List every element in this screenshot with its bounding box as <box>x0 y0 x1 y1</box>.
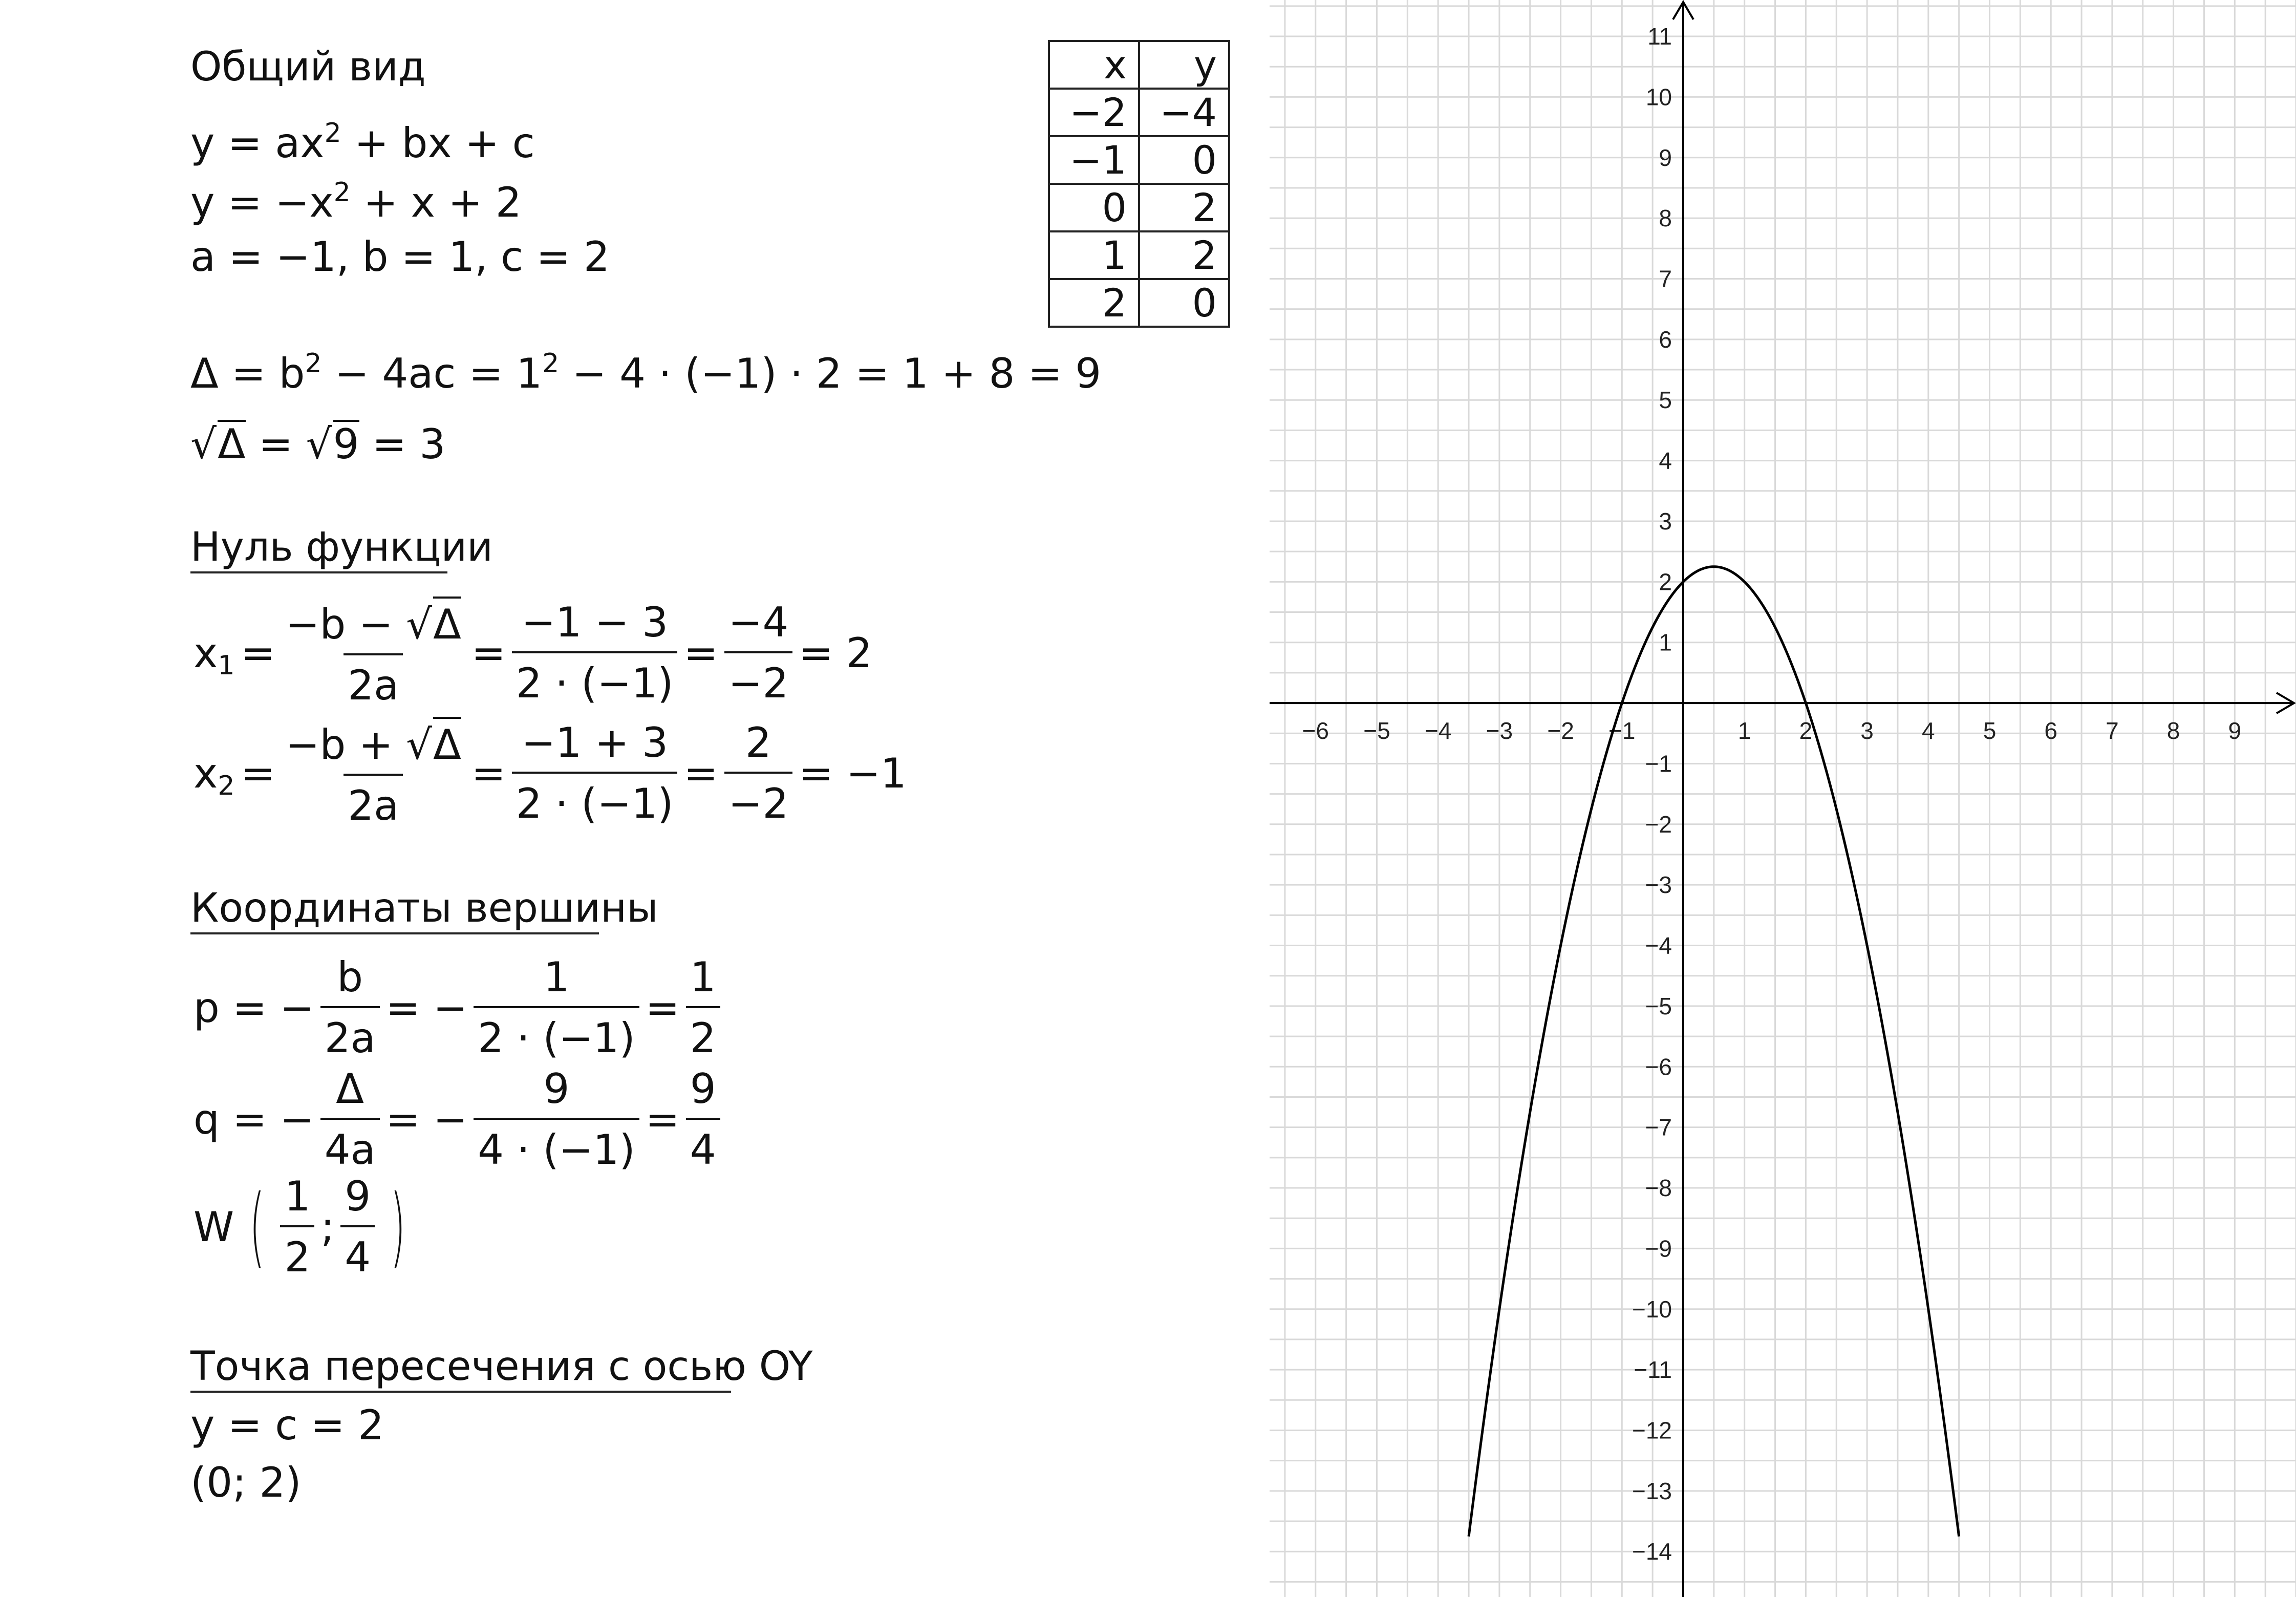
table-row <box>1049 184 1229 231</box>
section-vertex-heading: Координаты вершины <box>190 885 658 931</box>
p-f3-den: 2 <box>686 1006 720 1062</box>
p-mid: = − <box>385 984 468 1032</box>
x-tick-label: 9 <box>2228 717 2242 744</box>
x-tick-label: 2 <box>1799 717 1813 744</box>
x1-fraction-3-den: −2 <box>724 651 793 707</box>
y-tick-label: −13 <box>1632 1477 1672 1504</box>
x-tick-label: 5 <box>1983 717 1997 744</box>
x-tick-label: 3 <box>1860 717 1874 744</box>
x1-fraction-1 <box>281 597 465 709</box>
x-tick-label: 6 <box>2044 717 2057 744</box>
parabola-plot <box>1270 0 2296 1597</box>
x-tick-label: −6 <box>1302 717 1329 744</box>
y-tick-label: 5 <box>1659 387 1672 414</box>
y-tick-label: 10 <box>1645 83 1672 111</box>
discriminant-text-b: − 4ac = 1 <box>321 350 543 397</box>
x1-f1-num-b: Δ <box>433 597 461 648</box>
y-tick-label: −6 <box>1645 1053 1672 1080</box>
table-row <box>1049 136 1229 184</box>
table-row <box>1049 89 1229 136</box>
sqrt-eq: = √ <box>245 420 332 468</box>
x1-equation <box>190 597 875 709</box>
discriminant-exp-1: 2 <box>305 348 322 379</box>
x2-fraction-3 <box>724 719 793 827</box>
general-formula-line <box>190 118 535 167</box>
x2-eq2: = <box>471 749 506 797</box>
x1-fraction-3-num: −4 <box>728 599 789 646</box>
p-eq: = <box>645 984 680 1032</box>
table-cell-y: 2 <box>1139 231 1229 279</box>
vertex-y-num: 9 <box>345 1173 371 1220</box>
sqrt-radicand-9: 9 <box>333 420 359 468</box>
section-oy-heading: Точка пересечения с осью OY <box>190 1344 813 1390</box>
y-tick-label: −11 <box>1634 1356 1672 1383</box>
x-tick-label: −4 <box>1424 717 1452 744</box>
p-fraction-3 <box>686 953 720 1062</box>
p-f1-den: 2a <box>320 1006 380 1062</box>
q-f2-den: 4 · (−1) <box>474 1118 639 1174</box>
discriminant-line <box>190 348 1102 397</box>
x2-eq3: = <box>683 749 718 797</box>
x-tick-label: 1 <box>1737 717 1751 744</box>
table-header-row <box>1049 41 1229 89</box>
y-tick-label: −3 <box>1645 871 1672 899</box>
q-f3-den: 4 <box>686 1118 720 1174</box>
x1-f1-num-a: −b − √ <box>285 601 433 648</box>
section-general-heading: Общий вид <box>190 44 426 90</box>
x2-result: = −1 <box>799 749 907 797</box>
table-cell-x: 0 <box>1049 184 1139 231</box>
sqrt-result: = 3 <box>359 420 446 468</box>
p-fraction-1 <box>320 953 380 1062</box>
y-tick-label: 6 <box>1659 326 1672 353</box>
x-tick-label: −3 <box>1486 717 1513 744</box>
p-lhs: p = − <box>194 984 314 1032</box>
x1-fraction-2-den: 2 · (−1) <box>512 651 678 707</box>
given-function-line <box>190 177 522 226</box>
x1-var: x <box>194 629 218 677</box>
y-tick-label: −7 <box>1645 1114 1672 1141</box>
table-cell-y: 0 <box>1139 279 1229 327</box>
p-fraction-2 <box>474 953 639 1062</box>
given-function-rest: + x + 2 <box>350 179 522 226</box>
y-tick-label: −1 <box>1645 750 1672 777</box>
table-cell-y: 2 <box>1139 184 1229 231</box>
y-tick-label: −5 <box>1645 992 1672 1019</box>
x-tick-label: −5 <box>1363 717 1390 744</box>
x2-fraction-2-num: −1 + 3 <box>521 719 669 766</box>
q-fraction-1 <box>320 1065 380 1174</box>
oy-heading-underline <box>190 1391 731 1393</box>
section-zeros-heading: Нуль функции <box>190 524 493 570</box>
x2-fraction-1-den: 2a <box>344 774 403 829</box>
x-tick-label: 4 <box>1921 717 1935 744</box>
p-f3-num: 1 <box>690 953 716 1001</box>
x2-fraction-1-num <box>281 717 465 774</box>
coefficients-line: a = −1, b = 1, c = 2 <box>190 233 610 281</box>
q-eq: = <box>645 1095 680 1143</box>
q-f1-den: 4a <box>320 1118 380 1174</box>
x2-f1-num-b: Δ <box>433 717 461 769</box>
q-equation <box>190 1065 723 1174</box>
table-row <box>1049 231 1229 279</box>
discriminant-text-c: − 4 · (−1) · 2 = 1 + 8 = 9 <box>559 350 1102 397</box>
x1-fraction-2-num: −1 − 3 <box>521 599 669 646</box>
plot-axes <box>1270 2 2294 1597</box>
table-header-x: x <box>1049 41 1139 89</box>
oy-point-line: (0; 2) <box>190 1459 302 1506</box>
x-tick-label: 7 <box>2106 717 2119 744</box>
vertex-fraction-x <box>280 1173 314 1281</box>
vertex-x-den: 2 <box>280 1225 314 1281</box>
table-row <box>1049 279 1229 327</box>
y-tick-label: 3 <box>1659 507 1672 535</box>
vertex-close-paren: ) <box>390 1176 406 1277</box>
general-formula-exponent: 2 <box>324 118 341 148</box>
x1-fraction-3 <box>724 599 793 707</box>
x1-fraction-2 <box>512 599 678 707</box>
x2-f1-num-a: −b + √ <box>285 721 433 769</box>
y-tick-label: −10 <box>1632 1295 1672 1323</box>
q-mid: = − <box>385 1095 468 1143</box>
given-function-text: y = −x <box>190 179 334 226</box>
x2-index: 2 <box>218 770 235 801</box>
vertex-y-den: 4 <box>340 1225 375 1281</box>
table-cell-x: 1 <box>1049 231 1139 279</box>
oy-equation-line: y = c = 2 <box>190 1401 384 1449</box>
table-cell-x: 2 <box>1049 279 1139 327</box>
x2-var: x <box>194 749 218 797</box>
y-tick-label: 7 <box>1659 265 1672 292</box>
table-header-y: y <box>1139 41 1229 89</box>
x1-fraction-1-num <box>281 597 465 653</box>
y-tick-label: 8 <box>1659 205 1672 232</box>
p-f1-num: b <box>337 953 363 1001</box>
zeros-heading-underline <box>190 571 447 573</box>
y-tick-label: −9 <box>1645 1235 1672 1262</box>
x2-equation <box>190 717 910 829</box>
plot-grid <box>1270 0 2296 1597</box>
vertex-separator: ; <box>320 1203 335 1251</box>
x2-fraction-1 <box>281 717 465 829</box>
sqrt-sign: √ <box>190 420 217 468</box>
y-tick-label: 11 <box>1647 23 1672 50</box>
p-f2-den: 2 · (−1) <box>474 1006 639 1062</box>
x1-eq3: = <box>683 629 718 677</box>
q-fraction-2 <box>474 1065 639 1174</box>
x2-fraction-3-num: 2 <box>745 719 771 766</box>
x1-eq2: = <box>471 629 506 677</box>
q-f3-num: 9 <box>690 1065 716 1113</box>
x-tick-label: −2 <box>1547 717 1574 744</box>
y-tick-label: 9 <box>1659 144 1672 171</box>
graph-area <box>1270 0 2296 1597</box>
vertex-heading-underline <box>190 932 599 934</box>
x1-lhs <box>194 629 235 681</box>
general-formula-rest: + bx + c <box>341 119 535 167</box>
y-tick-label: 1 <box>1659 629 1672 656</box>
vertex-label: W <box>194 1203 234 1251</box>
x1-index: 1 <box>218 650 235 681</box>
q-fraction-3 <box>686 1065 720 1174</box>
y-tick-label: −8 <box>1645 1175 1672 1202</box>
table-cell-y: −4 <box>1139 89 1229 136</box>
q-lhs: q = − <box>194 1095 314 1143</box>
x-tick-label: −1 <box>1608 717 1636 744</box>
y-tick-label: 4 <box>1659 447 1672 474</box>
x-tick-label: 8 <box>2166 717 2180 744</box>
x1-result: = 2 <box>799 629 872 677</box>
x1-equals: = <box>241 629 275 677</box>
discriminant-exp-2: 2 <box>542 348 560 379</box>
x2-equals: = <box>241 749 275 797</box>
y-tick-label: −12 <box>1632 1417 1672 1444</box>
table-cell-x: −2 <box>1049 89 1139 136</box>
vertex-open-paren: ( <box>249 1176 265 1277</box>
given-function-exponent: 2 <box>333 177 351 208</box>
p-equation <box>190 953 723 1062</box>
q-f2-num: 9 <box>543 1065 570 1113</box>
table-cell-y: 0 <box>1139 136 1229 184</box>
y-tick-label: 2 <box>1659 568 1672 595</box>
discriminant-text-a: Δ = b <box>190 350 305 397</box>
general-formula-text: y = ax <box>190 119 325 167</box>
vertex-point <box>190 1173 418 1281</box>
vertex-x-num: 1 <box>284 1173 311 1220</box>
p-f2-num: 1 <box>543 953 570 1001</box>
y-tick-label: −2 <box>1645 811 1672 838</box>
table-cell-x: −1 <box>1049 136 1139 184</box>
values-table <box>1048 40 1230 328</box>
y-tick-label: −14 <box>1632 1538 1672 1565</box>
x2-fraction-3-den: −2 <box>724 772 793 827</box>
y-tick-label: −4 <box>1645 932 1672 959</box>
sqrt-radicand: Δ <box>217 420 246 468</box>
x1-fraction-1-den: 2a <box>344 653 403 709</box>
vertex-fraction-y <box>340 1173 375 1281</box>
q-f1-num: Δ <box>336 1065 364 1113</box>
x2-lhs <box>194 749 235 801</box>
x2-fraction-2-den: 2 · (−1) <box>512 772 678 827</box>
sqrt-discriminant-line <box>190 420 446 468</box>
x2-fraction-2 <box>512 719 678 827</box>
